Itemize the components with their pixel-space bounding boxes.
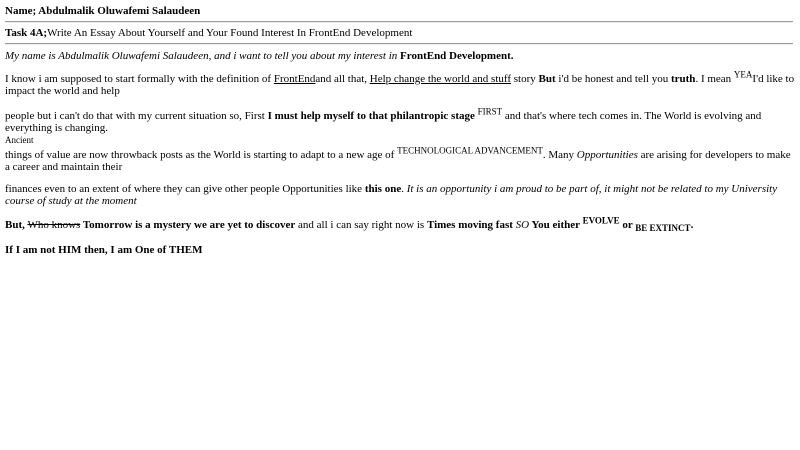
p4-italic: It is an opportunity i am proud to be part of, it might not be related to my University course of study at the moment bbox=[5, 183, 778, 207]
paragraph-4 bbox=[5, 183, 795, 207]
tomorrow-bold: Tomorrow is a mystery we are yet to discover bbox=[80, 219, 296, 231]
p5-text-a: and all i can say right now is bbox=[295, 219, 427, 231]
who-knows-strikethrough: Who knows bbox=[27, 219, 81, 231]
p5-dot: . bbox=[690, 219, 694, 231]
p1-text-e: . I mean bbox=[695, 73, 734, 85]
tech-superscript: TECHNOLOGICAL ADVANCEMENT bbox=[397, 145, 543, 156]
task-heading bbox=[5, 27, 795, 39]
p1-text-b: and all that, bbox=[315, 73, 370, 85]
intro-bold: FrontEnd Development. bbox=[400, 50, 514, 62]
paragraph-3 bbox=[5, 145, 795, 173]
paragraph-5 bbox=[5, 215, 795, 234]
yea-superscript: YEA bbox=[733, 69, 753, 80]
but-bold: But bbox=[538, 73, 556, 85]
extinct-subscript: BE EXTINCT bbox=[635, 223, 691, 234]
opportunities-italic: Opportunities bbox=[576, 149, 638, 161]
help-change-underlined: Help change the world and stuff bbox=[369, 73, 512, 85]
p2-text-a: people but i can't do that with my current situation so, First bbox=[5, 110, 268, 122]
you-either-bold: You either bbox=[529, 219, 583, 231]
p1-text-d: i'd be honest and tell you bbox=[555, 73, 671, 85]
frontend-underlined: FrontEnd bbox=[273, 73, 316, 85]
evolve-superscript: EVOLVE bbox=[582, 215, 620, 226]
p4-text-b: . bbox=[401, 183, 407, 195]
task-text: Write An Essay About Yourself and Your Found Interest In FrontEnd Development bbox=[47, 27, 413, 39]
this-one-bold: this one bbox=[364, 183, 402, 195]
truth-bold: truth bbox=[670, 73, 696, 85]
p3-text-b: . Many bbox=[542, 149, 577, 161]
author-name: Name; Abdulmalik Oluwafemi Salaudeen bbox=[5, 5, 201, 17]
philantropic-bold: I must help myself to that philantropic stage bbox=[267, 110, 475, 122]
p3-text-c: are arising for developers to make a career and maintain their bbox=[5, 149, 791, 173]
divider-top bbox=[5, 21, 793, 23]
times-bold: Times moving fast bbox=[426, 219, 513, 231]
but-comma-bold: But, bbox=[5, 219, 25, 231]
p1-text-a: I know i am supposed to start formally with the definition of bbox=[5, 73, 274, 85]
p1-text-f: I'd like to impact the world and help bbox=[5, 73, 795, 97]
p3-text-a: things of value are now throwback posts as the World is starting to adapt to a new age of bbox=[5, 149, 398, 161]
paragraph-2 bbox=[5, 106, 795, 146]
p4-text-a: finances even to an extent of where they can give other people Opportunities like bbox=[5, 183, 365, 195]
so-italic: SO bbox=[512, 219, 530, 231]
p1-text-c: story bbox=[511, 73, 539, 85]
closing-line: If I am not HIM then, I am One of THEM bbox=[5, 244, 203, 256]
ancient-small: Ancient bbox=[5, 135, 34, 145]
intro-paragraph bbox=[5, 50, 795, 62]
paragraph-1 bbox=[5, 69, 795, 97]
or-bold: or bbox=[619, 219, 636, 231]
intro-italic: My name is Abdulmalik Oluwafemi Salaudeen, and i want to tell you about my interest in bbox=[5, 50, 401, 62]
p2-text-b: and that's where tech comes in. The World is evolving and everything is changing. bbox=[5, 110, 762, 134]
divider-bottom bbox=[5, 43, 793, 45]
first-superscript: FIRST bbox=[477, 106, 503, 117]
task-label: Task 4A; bbox=[5, 27, 48, 39]
